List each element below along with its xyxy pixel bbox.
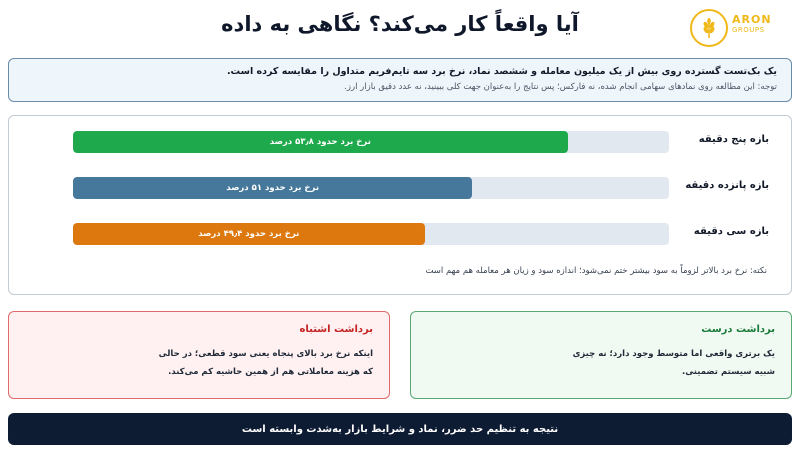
header xyxy=(0,0,800,54)
bar-row-30min xyxy=(9,223,793,245)
win-rate-card xyxy=(8,115,792,295)
wrong-body xyxy=(25,345,373,381)
logo-text xyxy=(732,13,784,34)
conclusion-banner xyxy=(8,413,792,445)
bar-track xyxy=(73,131,669,153)
intro-note: توجه: این مطالعه روی نمادهای سهامی انجام شده، نه فارکس؛ پس نتایج را به‌عنوان جهت کلی ببینید، نه عدد دقیق بازار ارز. xyxy=(344,82,777,92)
intro-box xyxy=(8,58,792,102)
bar-track xyxy=(73,223,669,245)
bar-row-5min xyxy=(9,131,793,153)
logo xyxy=(684,9,784,47)
bar-fill xyxy=(73,177,472,199)
wrong-takeaway-card xyxy=(8,311,390,399)
correct-takeaway-card xyxy=(410,311,792,399)
bar-fill xyxy=(73,223,425,245)
bar-label: بازه پانزده دقیقه xyxy=(685,180,769,191)
wheat-logo-icon xyxy=(690,9,728,47)
bars-note: نکته: نرخ برد بالاتر لزوماً به سود بیشتر ختم نمی‌شود؛ اندازه سود و زیان هر معامله هم مهم است xyxy=(425,266,767,276)
bar-label: بازه سی دقیقه xyxy=(693,226,769,237)
conclusion-text: نتیجه به تنظیم حد ضرر، نماد و شرایط بازار به‌شدت وابسته است xyxy=(241,423,559,435)
logo-name: ARON xyxy=(732,13,772,26)
correct-line-2: شبیه سیستم تضمینی. xyxy=(681,367,775,377)
bar-text: نرخ برد حدود ۵۱ درصد xyxy=(226,183,320,193)
bar-track xyxy=(73,177,669,199)
logo-sub: GROUPS xyxy=(732,26,765,34)
wrong-line-1: اینکه نرخ برد بالای پنجاه یعنی سود قطعی؛ در حالی xyxy=(158,349,373,359)
wrong-title: برداشت اشتباه xyxy=(299,324,373,335)
correct-line-1: یک برتری واقعی اما متوسط وجود دارد؛ نه چیزی xyxy=(572,349,775,359)
page-title: آیا واقعاً کار می‌کند؟ نگاهی به داده xyxy=(221,12,579,36)
wrong-line-2: که هزینه معاملاتی هم از همین حاشیه کم می‌کند. xyxy=(168,367,373,377)
correct-body xyxy=(427,345,775,381)
bar-row-15min xyxy=(9,177,793,199)
bar-text: نرخ برد حدود ۴۹٫۴ درصد xyxy=(198,229,300,239)
bar-label: بازه پنج دقیقه xyxy=(698,134,769,145)
bar-fill xyxy=(73,131,568,153)
bar-text: نرخ برد حدود ۵۳٫۸ درصد xyxy=(269,137,371,147)
correct-title: برداشت درست xyxy=(701,324,775,335)
intro-main: یک بک‌تست گسترده روی بیش از یک میلیون معامله و ششصد نماد، نرخ برد سه تایم‌فریم متداول را مقایسه کرده است. xyxy=(226,66,777,77)
